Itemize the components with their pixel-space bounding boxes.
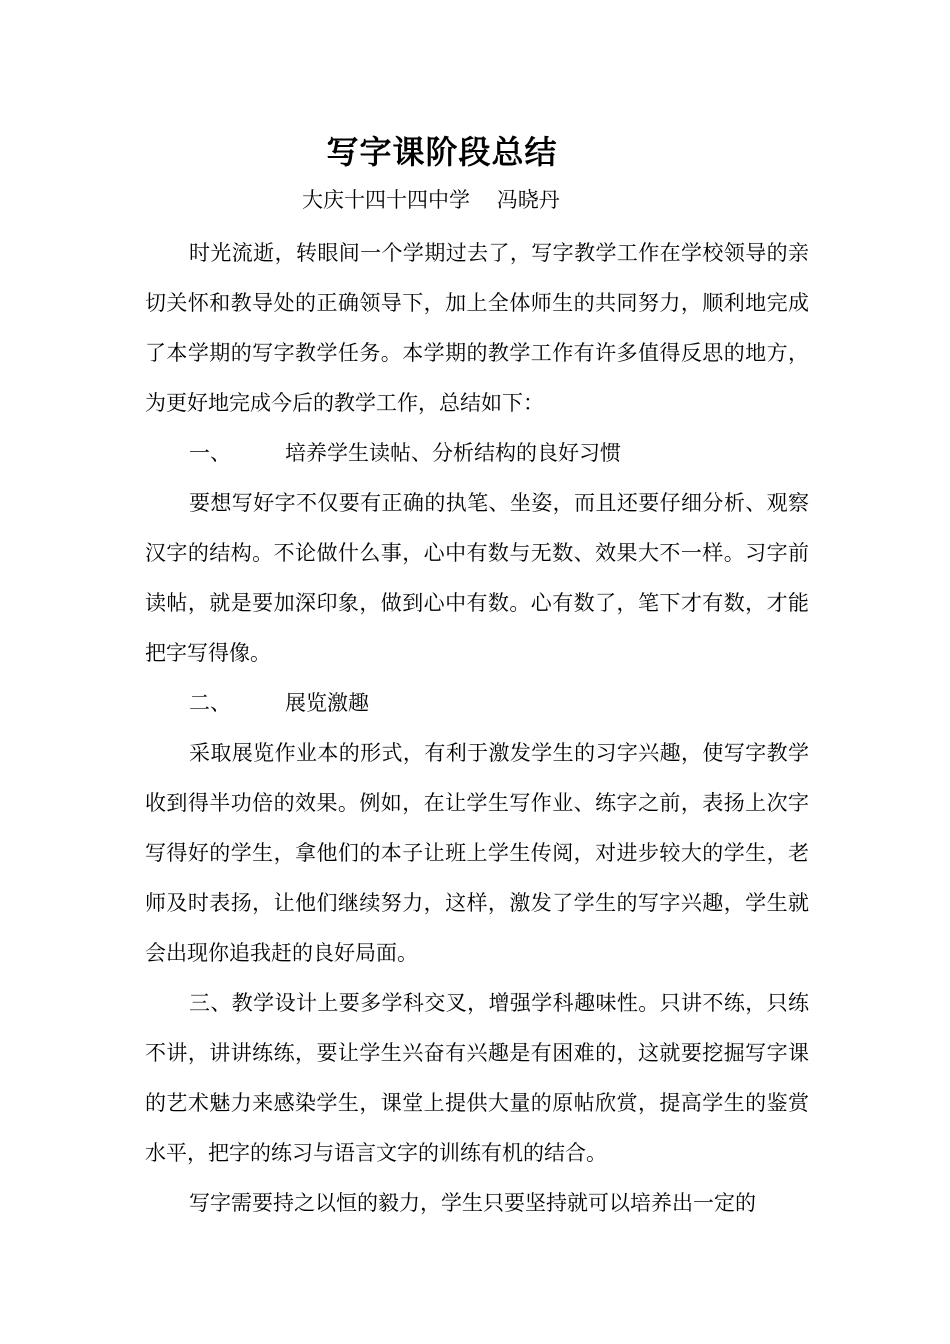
- section-heading-text: 培养学生读帖、分析结构的良好习惯: [285, 441, 621, 465]
- section-number: 一、: [189, 441, 231, 465]
- paragraph-section-3: 三、教学设计上要多学科交叉，增强学科趣味性。只讲不练，只练不讲，讲讲练练，要让学生兴奋有兴趣是有困难的，这就要挖掘写字课的艺术魅力来感染学生，课堂上提供大量的原帖欣赏，提高学生的鉴赏水平，把字的练习与语言文字的训练有机的结合。: [145, 991, 809, 1165]
- paragraph-section-2: 采取展览作业本的形式，有利于激发学生的习字兴趣，使写字教学收到得半功倍的效果。例如，在让学生写作业、练字之前，表扬上次字写得好的学生，拿他们的本子让班上学生传阅，对进步较大的学生，老师及时表扬，让他们继续努力，这样，激发了学生的写字兴趣，学生就会出现你追我赶的良好局面。: [145, 741, 809, 965]
- section-heading-text: 展览激趣: [285, 691, 369, 715]
- paragraph-section-1: 要想写好字不仅要有正确的执笔、坐姿，而且还要仔细分析、观察汉字的结构。不论做什么事，心中有数与无数、效果大不一样。习字前读帖，就是要加深印象，做到心中有数。心有数了，笔下才有数，才能把字写得像。: [145, 491, 809, 665]
- document-title: 写字课阶段总结: [326, 133, 558, 171]
- section-heading-1: [145, 428, 809, 478]
- section-heading-2: [145, 678, 809, 728]
- paragraph-intro: 时光流逝，转眼间一个学期过去了，写字教学工作在学校领导的亲切关怀和教导处的正确领导下，加上全体师生的共同努力，顺利地完成了本学期的写字教学任务。本学期的教学工作有许多值得反思的地方，为更好地完成今后的教学工作，总结如下：: [145, 241, 809, 415]
- section-number: 二、: [189, 691, 231, 715]
- document-body: [145, 228, 809, 1228]
- author-byline: 大庆十四十四中学 冯晓丹: [302, 188, 560, 212]
- paragraph-closing: 写字需要持之以恒的毅力，学生只要坚持就可以培养出一定的: [189, 1191, 756, 1215]
